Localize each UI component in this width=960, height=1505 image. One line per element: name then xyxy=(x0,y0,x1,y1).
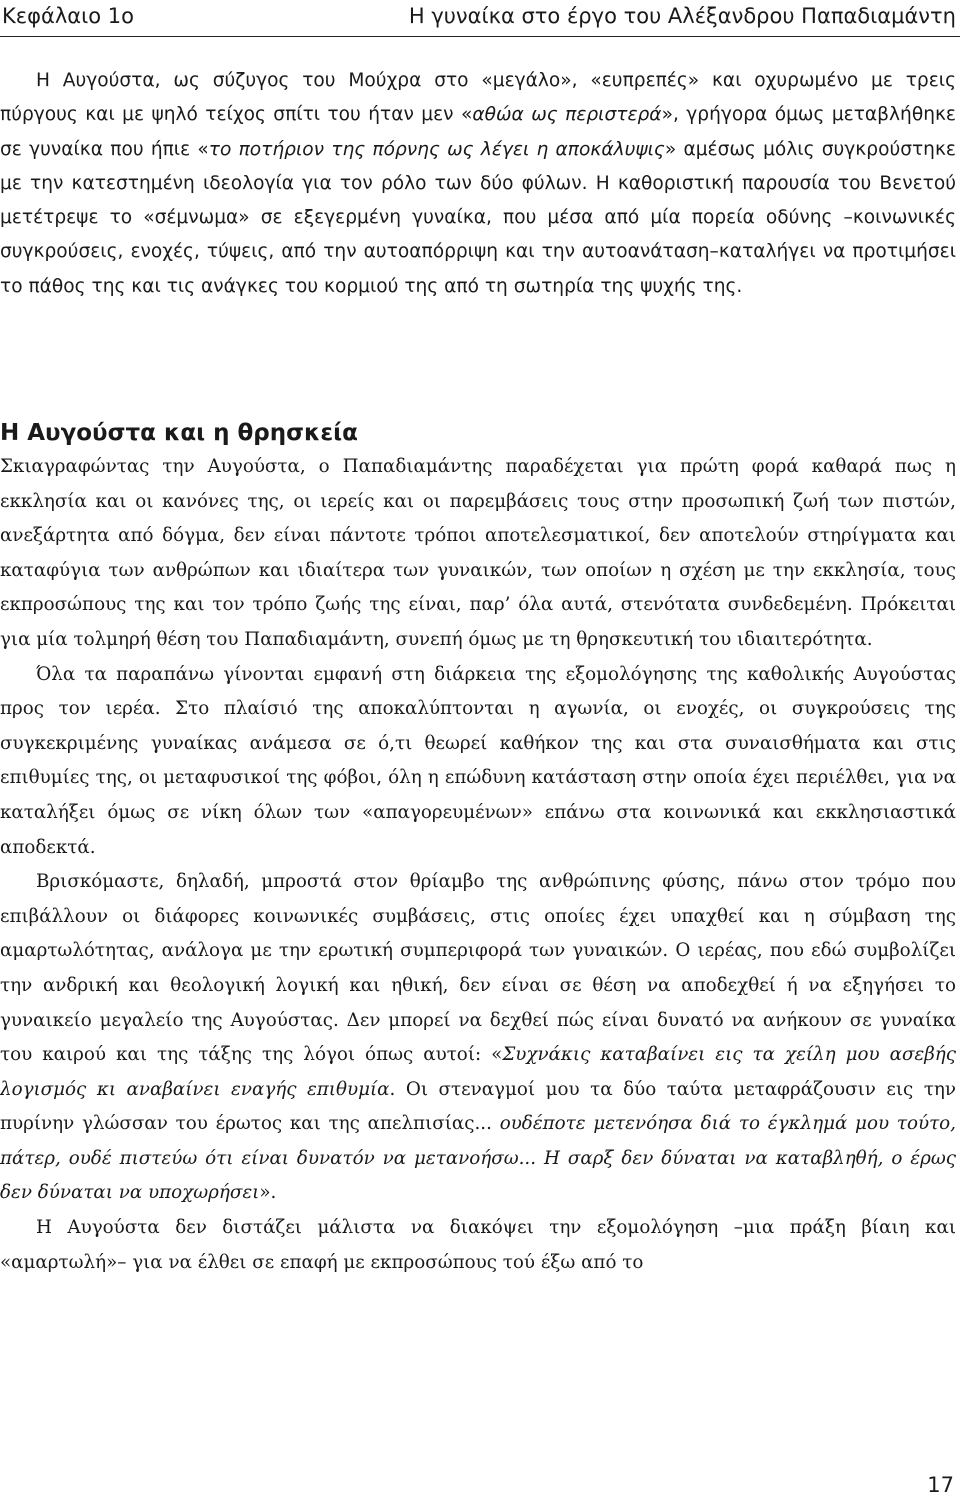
confession-quote-2: ουδέποτε μετενόησα διά το έγκλημά μου τούτο, πάτερ, ουδέ πιστεύω ότι είναι δυνατόν να μετανοήσω... Η σαρξ δεν δύναται να καταβληθή, ο έρως δεν δύναται να υποχωρήσει xyxy=(0,1113,956,1204)
section-paragraph-2: Όλα τα παραπάνω γίνονται εμφανή στη διάρκεια της εξομολόγησης της καθολικής Αυγούστας προς τον ιερέα. Στο πλαίσιό της αποκαλύπτονται η αγωνία, οι ενοχές, οι συγκρούσεις της συγκεκριμένης γυναίκας ανάμεσα σε ό,τι θεωρεί καθήκον της και στα συναισθήματα και στις επιθυμίες της, οι μεταφυσικοί της φόβοι, όλη η επώδυνη κατάσταση στην οποία έχει περιέλθει, για να καταλήξει όμως σε νίκη όλων των «απαγορευμένων» επάνω στα κοινωνικά και εκκλησιαστικά αποδεκτά. xyxy=(0,663,956,858)
book-title: Η γυναίκα στο έργο του Αλέξανδρου Παπαδιαμάντη xyxy=(408,4,956,28)
section-paragraph-3: Βρισκόμαστε, δηλαδή, μπροστά στον θρίαμβο της ανθρώπινης φύσης, πάνω στον τρόμο που επιβάλλουν οι διάφορες κοινωνικές συμβάσεις, στις οποίες έχει υπαχθεί και η σύμβαση της αμαρτωλότητας, ανάλογα με την ερωτική συμπεριφορά των γυναικών. Ο ιερέας, που εδώ συμβολίζει την ανδρική και θεολογική λογική και ηθική, δεν είναι σε θέση να αποδεχθεί ή να εξηγήσει το γυναικείο μεγαλείο της Αυγούστας. Δεν μπορεί να δεχθεί πώς είναι δυνατό να ανήκουν σε γυναίκα του καιρού και της τάξης της λόγοι όπως αυτοί: «Συχνάκις καταβαίνει εις τα χείλη μου ασεβής λογισμός κι αναβαίνει εναγής επιθυμία. Οι στεναγμοί μου τα δύο ταύτα μεταφράζουσιν εις την πυρίνην γλώσσαν του έρωτος και της απελπισίας... ουδέποτε μετενόησα διά το έγκλημά μου τούτο, πάτερ, ουδέ πιστεύω ότι είναι δυνατόν να μετανοήσω... Η σαρξ δεν δύναται να καταβληθή, ο έρως δεν δύναται να υποχωρήσει». xyxy=(0,871,956,1204)
intro-quote-2: το ποτήριον της πόρνης ως λέγει η αποκάλυψις xyxy=(208,138,665,160)
page-number: 17 xyxy=(927,1473,954,1497)
section-paragraph-4: Η Αυγούστα δεν διστάζει μάλιστα να διακόψει την εξομολόγηση –μια πράξη βίαιη και «αμαρτωλή»– για να έλθει σε επαφή με εκπροσώπους τού έξω από το xyxy=(0,1217,956,1273)
running-header xyxy=(0,0,960,37)
intro-block xyxy=(0,64,956,304)
chapter-label: Κεφάλαιο 1ο xyxy=(2,4,134,28)
section-heading: Η Αυγούστα και η θρησκεία xyxy=(0,420,358,446)
section-paragraph-1: Σκιαγραφώντας την Αυγούστα, ο Παπαδιαμάντης παραδέχεται για πρώτη φορά καθαρά πως η εκκλησία και οι κανόνες της, οι ιερείς και οι παρεμβάσεις τους στην προσωπική ζωή των πιστών, ανεξάρτητα από δόγμα, δεν είναι πάντοτε τρόποι αποτελεσματικοί, δεν αποτελούν στηρίγματα και καταφύγια των ανθρώπων και ιδιαίτερα των γυναικών, των οποίων η σχέση με την εκκλησία, τους εκπροσώπους της και τον τρόπο ζωής της είναι, παρ’ όλα αυτά, στενότατα συνδεδεμένη. Πρόκειται για μία τολμηρή θέση του Παπαδιαμάντη, συνεπή όμως με τη θρησκευτική του ιδιαιτερότητα. xyxy=(0,456,956,650)
intro-paragraph: Η Αυγούστα, ως σύζυγος του Μούχρα στο «μεγάλο», «ευπρεπές» και οχυρωμένο με τρεις πύργους και με ψηλό τείχος σπίτι του ήταν μεν «αθώα ως περιστερά», γρήγορα όμως μεταβλήθηκε σε γυναίκα που ήπιε «το ποτήριον της πόρνης ως λέγει η αποκάλυψις» αμέσως μόλις συγκρούστηκε με την κατεστημένη ιδεολογία για τον ρόλο των δύο φύλων. Η καθοριστική παρουσία του Βενετού μετέτρεψε το «σέμνωμα» σε εξεγερμένη γυναίκα, που μέσα από μία πορεία οδύνης –κοινωνικές συγκρούσεις, ενοχές, τύψεις, από την αυτοαπόρριψη και την αυτοανάταση–καταλήγει να προτιμήσει το πάθος της και τις ανάγκες του κορμιού της από τη σωτηρία της ψυχής της. xyxy=(0,70,956,297)
section-body xyxy=(0,450,956,1280)
confession-quote-1: Συχνάκις καταβαίνει εις τα χείλη μου ασεβής λογισμός κι αναβαίνει εναγής επιθυμία xyxy=(0,1044,956,1100)
intro-quote-1: αθώα ως περιστερά xyxy=(472,104,662,126)
